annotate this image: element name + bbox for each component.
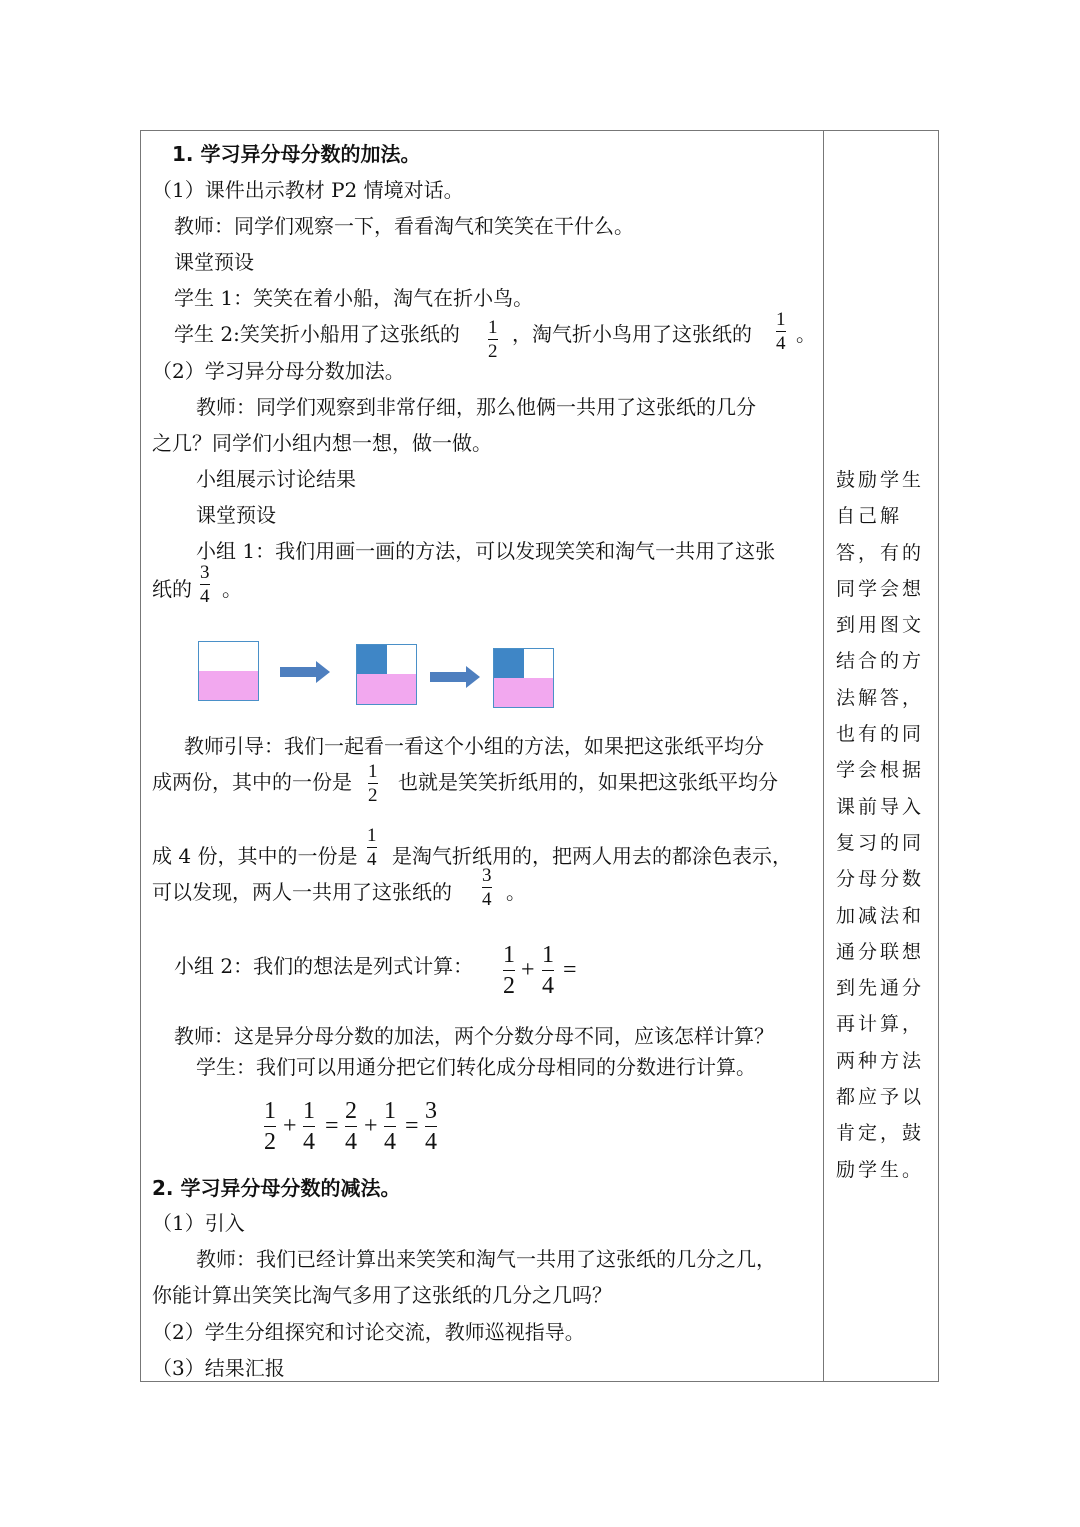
student-2-line-b: ，淘气折小鸟用了这张纸的 xyxy=(512,322,752,346)
arrow-right-icon xyxy=(428,665,482,689)
fraction-one-half: 1 2 xyxy=(368,761,378,806)
fraction-three-quarters: 3 4 xyxy=(425,1098,437,1155)
teacher-guide-line-3b: 是淘气折纸用的，把两人用去的都涂色表示， xyxy=(392,844,792,868)
plus-sign: + xyxy=(364,1113,378,1139)
paper-quarter-box xyxy=(356,644,417,705)
teacher-guide-line-4b: 。 xyxy=(506,880,526,904)
group-2-line: 小组 2：我们的想法是列式计算： xyxy=(174,954,474,978)
fraction-three-quarters: 3 4 xyxy=(200,562,210,607)
fraction-one-quarter: 1 4 xyxy=(367,825,377,870)
heading-subtraction: 2. 学习异分母分数的减法。 xyxy=(152,1176,401,1200)
teacher-line-1: 教师：同学们观察一下，看看淘气和笑笑在干什么。 xyxy=(174,214,634,238)
teacher-guide-line-1: 教师引导：我们一起看一看这个小组的方法，如果把这张纸平均分 xyxy=(184,734,764,758)
student-line-3: 学生：我们可以用通分把它们转化成分母相同的分数进行计算。 xyxy=(196,1055,756,1079)
quarter-shaded xyxy=(357,645,387,674)
fraction-one-quarter: 1 4 xyxy=(303,1098,315,1155)
half-shaded xyxy=(199,671,258,700)
arrow-right-icon xyxy=(278,660,332,684)
sub-step-2: （2）学生分组探究和讨论交流，教师巡视指导。 xyxy=(152,1320,585,1344)
sub-step-3: （3）结果汇报 xyxy=(152,1356,285,1380)
plus-sign: + xyxy=(283,1113,297,1139)
plus-sign: + xyxy=(521,957,535,983)
fraction-two-quarters: 2 4 xyxy=(345,1098,357,1155)
teacher-line-2: 教师：同学们观察到非常仔细，那么他俩一共用了这张纸的几分 xyxy=(196,395,756,419)
preset-label-2: 课堂预设 xyxy=(196,503,276,527)
teacher-guide-line-2b: 也就是笑笑折纸用的，如果把这张纸平均分 xyxy=(398,770,778,794)
student-2-line-a: 学生 2:笑笑折小船用了这张纸的 xyxy=(174,322,460,346)
group-1-line: 小组 1：我们用画一画的方法，可以发现笑笑和淘气一共用了这张 xyxy=(196,539,776,563)
teacher-line-4b: 你能计算出笑笑比淘气多用了这张纸的几分之几吗？ xyxy=(152,1283,612,1307)
heading-addition: 1. 学习异分母分数的加法。 xyxy=(172,142,421,166)
fraction-one-half: 1 2 xyxy=(503,942,515,999)
teacher-guide-line-2a: 成两份，其中的一份是 xyxy=(152,770,352,794)
fraction-one-half: 1 2 xyxy=(264,1098,276,1155)
fraction-one-quarter: 1 4 xyxy=(384,1098,396,1155)
teacher-guide-line-3a: 成 4 份，其中的一份是 xyxy=(152,844,358,868)
fraction-one-quarter: 1 4 xyxy=(776,309,786,354)
fraction-one-quarter: 1 4 xyxy=(542,942,554,999)
student-1-line: 学生 1：笑笑在着小船，淘气在折小鸟。 xyxy=(174,286,534,310)
student-2-line-c: 。 xyxy=(796,322,816,346)
quarter-shaded xyxy=(494,649,524,678)
group-result-label: 小组展示讨论结果 xyxy=(196,467,356,491)
equals-sign: = xyxy=(563,957,577,983)
half-shaded xyxy=(494,678,553,707)
paper-half-box xyxy=(198,641,259,701)
teacher-guide-line-4a: 可以发现，两人一共用了这张纸的 xyxy=(152,880,452,904)
step-2: （2）学习异分母分数加法。 xyxy=(152,359,405,383)
equals-sign: = xyxy=(405,1113,419,1139)
step-1: （1）课件出示教材 P2 情境对话。 xyxy=(152,178,464,202)
teacher-line-2b: 之几？同学们小组内想一想，做一做。 xyxy=(152,431,492,455)
group-1-line-b: 纸的 xyxy=(152,577,192,601)
paper-combined-box xyxy=(493,648,554,708)
sub-step-1: （1）引入 xyxy=(152,1211,245,1235)
fraction-three-quarters: 3 4 xyxy=(482,865,492,910)
teaching-note: 鼓励学生自己解答，有的同学会想到用图文结合的方法解答，也有的同学会根据课前导入复习的同分母分数加减法和通分联想到先通分再计算，两种方法都应予以肯定，鼓励学生。 xyxy=(836,469,925,1181)
column-divider xyxy=(823,130,824,1382)
half-shaded xyxy=(357,674,416,704)
fraction-one-half: 1 2 xyxy=(488,317,498,362)
group-1-line-c: 。 xyxy=(222,577,242,601)
teacher-line-3: 教师：这是异分母分数的加法，两个分数分母不同，应该怎样计算？ xyxy=(174,1024,774,1048)
preset-label-1: 课堂预设 xyxy=(174,250,254,274)
equals-sign: = xyxy=(325,1113,339,1139)
teacher-line-4: 教师：我们已经计算出来笑笑和淘气一共用了这张纸的几分之几， xyxy=(196,1247,776,1271)
